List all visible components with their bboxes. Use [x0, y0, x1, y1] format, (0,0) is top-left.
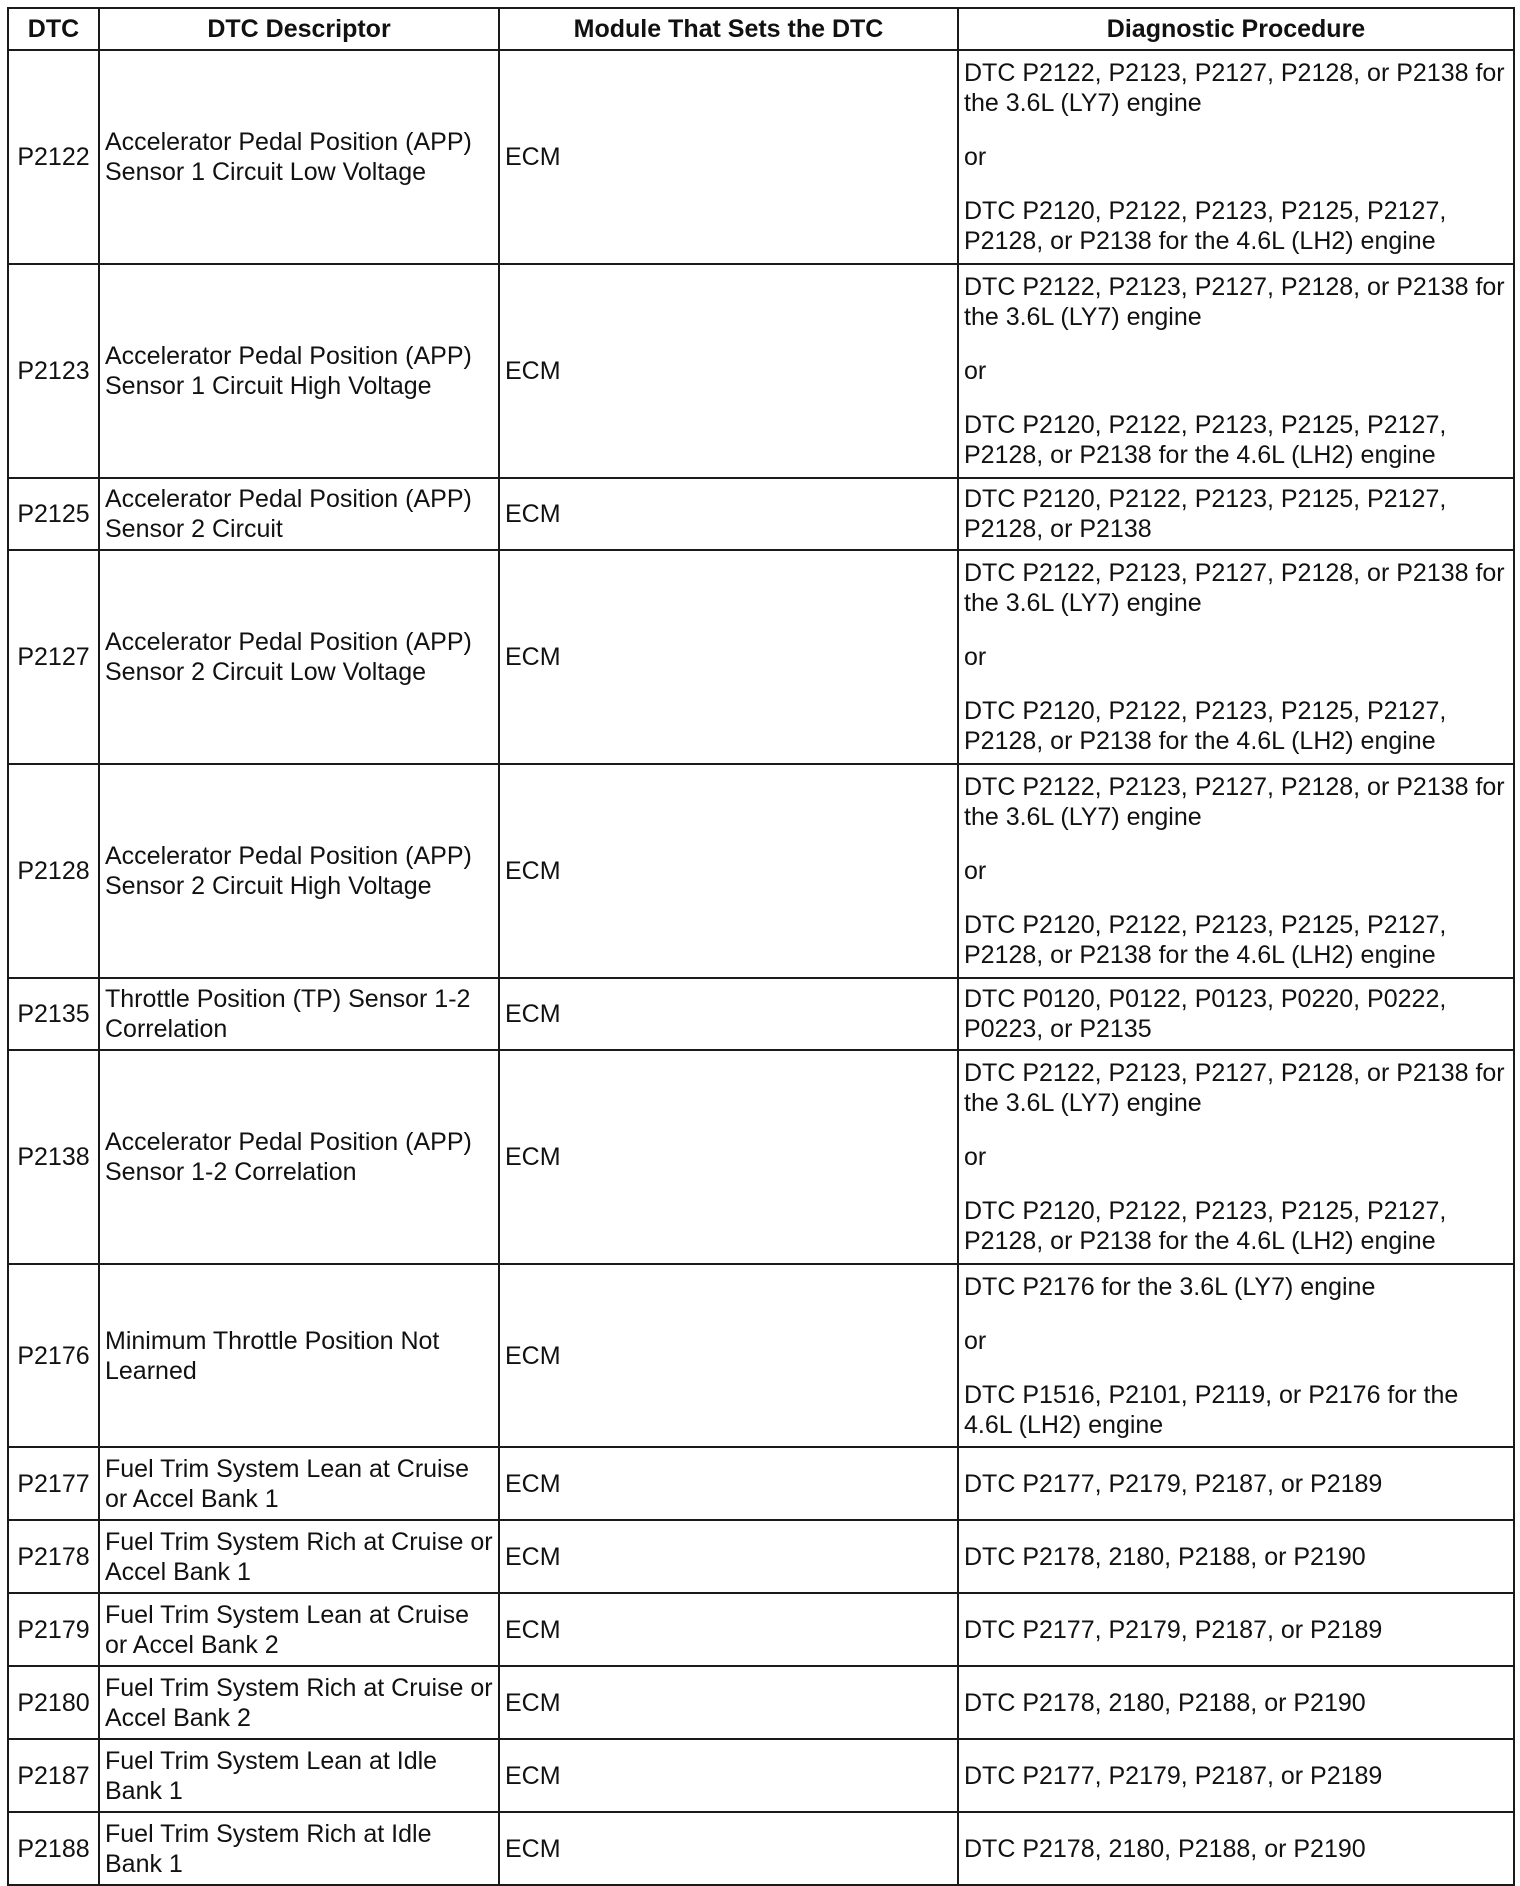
- procedure-line: DTC P2120, P2122, P2123, P2125, P2127, P2128, or P2138 for the 4.6L (LH2) engine: [964, 1197, 1447, 1255]
- dtc-code-cell: P2177: [8, 1447, 99, 1520]
- module-cell: ECM: [499, 1739, 958, 1812]
- table-row: [8, 1520, 1514, 1593]
- procedure-or-separator: or: [964, 857, 987, 885]
- table-body: [8, 50, 1514, 1885]
- procedure-line: DTC P1516, P2101, P2119, or P2176 for the 4.6L (LH2) engine: [964, 1380, 1459, 1439]
- dtc-descriptor-cell: Fuel Trim System Rich at Idle Bank 1: [99, 1812, 499, 1885]
- dtc-code-cell: P2125: [8, 478, 99, 550]
- table-header-row: [8, 8, 1514, 50]
- dtc-descriptor-cell: Accelerator Pedal Position (APP) Sensor 1 Circuit Low Voltage: [99, 50, 499, 264]
- procedure-line: DTC P2122, P2123, P2127, P2128, or P2138 for the 3.6L (LY7) engine: [964, 273, 1505, 331]
- diagnostic-procedure-cell: [958, 1050, 1514, 1264]
- procedure-line: DTC P2177, P2179, P2187, or P2189: [964, 1615, 1383, 1644]
- table-row: [8, 1812, 1514, 1885]
- module-cell: ECM: [499, 1666, 958, 1739]
- dtc-descriptor-cell: Accelerator Pedal Position (APP) Sensor 2 Circuit Low Voltage: [99, 550, 499, 764]
- procedure-line: DTC P2177, P2179, P2187, or P2189: [964, 1469, 1383, 1498]
- diagnostic-procedure-cell: [958, 1812, 1514, 1885]
- table-row: [8, 978, 1514, 1050]
- diagnostic-procedure-cell: [958, 1739, 1514, 1812]
- procedure-line: DTC P2120, P2122, P2123, P2125, P2127, P2128, or P2138 for the 4.6L (LH2) engine: [964, 411, 1447, 469]
- dtc-code-cell: P2127: [8, 550, 99, 764]
- dtc-code-cell: P2128: [8, 764, 99, 978]
- diagnostic-procedure-cell: [958, 978, 1514, 1050]
- dtc-code-cell: P2188: [8, 1812, 99, 1885]
- diagnostic-procedure-cell: [958, 550, 1514, 764]
- dtc-descriptor-cell: Fuel Trim System Rich at Cruise or Accel Bank 1: [99, 1520, 499, 1593]
- dtc-descriptor-cell: Fuel Trim System Rich at Cruise or Accel Bank 2: [99, 1666, 499, 1739]
- header-dtc: DTC: [8, 8, 99, 50]
- procedure-line: DTC P2120, P2122, P2123, P2125, P2127, P2128, or P2138 for the 4.6L (LH2) engine: [964, 911, 1447, 969]
- table-row: [8, 1593, 1514, 1666]
- procedure-line: DTC P2120, P2122, P2123, P2125, P2127, P2128, or P2138: [964, 485, 1447, 543]
- procedure-line: DTC P2178, 2180, P2188, or P2190: [964, 1688, 1366, 1717]
- diagnostic-procedure-cell: [958, 50, 1514, 264]
- diagnostic-procedure-cell: [958, 1520, 1514, 1593]
- table-row: [8, 1739, 1514, 1812]
- table-row: [8, 50, 1514, 264]
- dtc-descriptor-cell: Accelerator Pedal Position (APP) Sensor 1-2 Correlation: [99, 1050, 499, 1264]
- module-cell: ECM: [499, 1520, 958, 1593]
- module-cell: ECM: [499, 1447, 958, 1520]
- module-cell: ECM: [499, 1264, 958, 1447]
- procedure-line: DTC P0120, P0122, P0123, P0220, P0222, P0223, or P2135: [964, 985, 1447, 1043]
- table-row: [8, 1447, 1514, 1520]
- dtc-code-cell: P2187: [8, 1739, 99, 1812]
- module-cell: ECM: [499, 550, 958, 764]
- dtc-code-cell: P2178: [8, 1520, 99, 1593]
- module-cell: ECM: [499, 1050, 958, 1264]
- dtc-code-cell: P2180: [8, 1666, 99, 1739]
- procedure-line: DTC P2122, P2123, P2127, P2128, or P2138 for the 3.6L (LY7) engine: [964, 559, 1505, 617]
- module-cell: ECM: [499, 50, 958, 264]
- procedure-line: DTC P2176 for the 3.6L (LY7) engine: [964, 1272, 1376, 1301]
- table-row: [8, 1264, 1514, 1447]
- procedure-line: DTC P2178, 2180, P2188, or P2190: [964, 1542, 1366, 1571]
- procedure-line: DTC P2122, P2123, P2127, P2128, or P2138 for the 3.6L (LY7) engine: [964, 1059, 1505, 1117]
- procedure-line: DTC P2122, P2123, P2127, P2128, or P2138 for the 3.6L (LY7) engine: [964, 59, 1505, 117]
- procedure-or-separator: or: [964, 643, 987, 671]
- procedure-line: DTC P2177, P2179, P2187, or P2189: [964, 1761, 1383, 1790]
- module-cell: ECM: [499, 264, 958, 478]
- header-module: Module That Sets the DTC: [499, 8, 958, 50]
- diagnostic-procedure-cell: [958, 1593, 1514, 1666]
- procedure-or-separator: or: [964, 143, 987, 171]
- procedure-line: DTC P2120, P2122, P2123, P2125, P2127, P2128, or P2138 for the 4.6L (LH2) engine: [964, 697, 1447, 755]
- dtc-code-cell: P2176: [8, 1264, 99, 1447]
- procedure-line: DTC P2178, 2180, P2188, or P2190: [964, 1834, 1366, 1863]
- dtc-descriptor-cell: Fuel Trim System Lean at Cruise or Accel Bank 1: [99, 1447, 499, 1520]
- dtc-table: [7, 7, 1515, 1886]
- diagnostic-procedure-cell: [958, 1666, 1514, 1739]
- diagnostic-procedure-cell: [958, 478, 1514, 550]
- header-procedure: Diagnostic Procedure: [958, 8, 1514, 50]
- dtc-descriptor-cell: Accelerator Pedal Position (APP) Sensor 2 Circuit High Voltage: [99, 764, 499, 978]
- dtc-code-cell: P2179: [8, 1593, 99, 1666]
- diagnostic-procedure-cell: [958, 264, 1514, 478]
- table-row: [8, 1050, 1514, 1264]
- procedure-or-separator: or: [964, 357, 987, 385]
- procedure-line: DTC P2120, P2122, P2123, P2125, P2127, P2128, or P2138 for the 4.6L (LH2) engine: [964, 197, 1447, 255]
- header-descriptor: DTC Descriptor: [99, 8, 499, 50]
- module-cell: ECM: [499, 1593, 958, 1666]
- diagnostic-procedure-cell: [958, 1264, 1514, 1447]
- dtc-code-cell: P2122: [8, 50, 99, 264]
- dtc-code-cell: P2123: [8, 264, 99, 478]
- procedure-or-separator: or: [964, 1326, 987, 1355]
- table-row: [8, 550, 1514, 764]
- dtc-code-cell: P2138: [8, 1050, 99, 1264]
- procedure-or-separator: or: [964, 1143, 987, 1171]
- dtc-descriptor-cell: Accelerator Pedal Position (APP) Sensor 2 Circuit: [99, 478, 499, 550]
- diagnostic-procedure-cell: [958, 764, 1514, 978]
- dtc-descriptor-cell: Fuel Trim System Lean at Idle Bank 1: [99, 1739, 499, 1812]
- module-cell: ECM: [499, 978, 958, 1050]
- table-row: [8, 1666, 1514, 1739]
- table-row: [8, 478, 1514, 550]
- module-cell: ECM: [499, 478, 958, 550]
- dtc-descriptor-cell: Minimum Throttle Position Not Learned: [99, 1264, 499, 1447]
- table-row: [8, 264, 1514, 478]
- table-row: [8, 764, 1514, 978]
- dtc-descriptor-cell: Accelerator Pedal Position (APP) Sensor 1 Circuit High Voltage: [99, 264, 499, 478]
- dtc-descriptor-cell: Throttle Position (TP) Sensor 1-2 Correlation: [99, 978, 499, 1050]
- dtc-code-cell: P2135: [8, 978, 99, 1050]
- dtc-descriptor-cell: Fuel Trim System Lean at Cruise or Accel Bank 2: [99, 1593, 499, 1666]
- module-cell: ECM: [499, 1812, 958, 1885]
- diagnostic-procedure-cell: [958, 1447, 1514, 1520]
- procedure-line: DTC P2122, P2123, P2127, P2128, or P2138 for the 3.6L (LY7) engine: [964, 773, 1505, 831]
- module-cell: ECM: [499, 764, 958, 978]
